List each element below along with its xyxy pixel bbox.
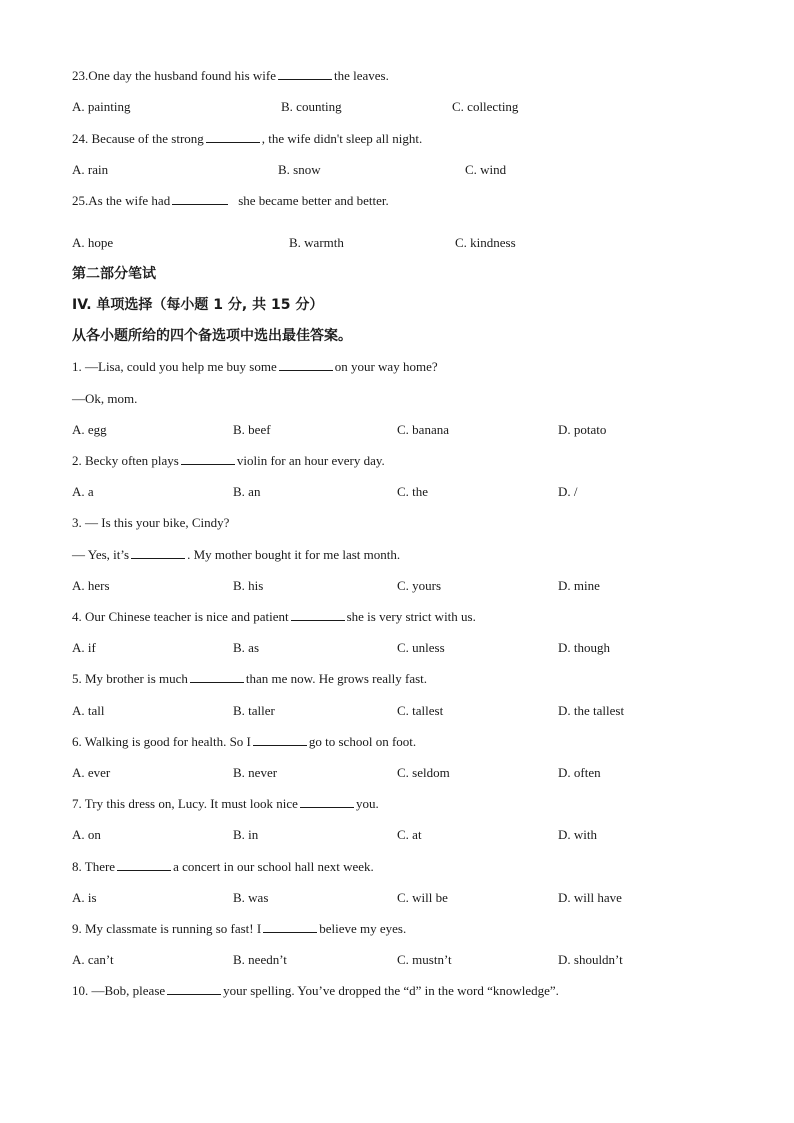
option-c: C. seldom xyxy=(397,765,450,780)
option-a: A. is xyxy=(72,890,97,905)
option-d: D. mine xyxy=(558,578,600,593)
option-b: B. snow xyxy=(278,162,321,177)
option-b: B. in xyxy=(233,827,259,842)
question-text: than me now. He grows really fast. xyxy=(245,671,428,686)
answer-blank xyxy=(263,921,317,933)
question-text: 24. Because of the strong xyxy=(72,131,204,146)
answer-blank xyxy=(300,796,354,808)
question-text: a concert in our school hall next week. xyxy=(173,859,374,874)
question-24-stem xyxy=(72,129,422,149)
option-d: D. shouldn’t xyxy=(558,952,623,967)
question-text: go to school on foot. xyxy=(308,734,417,749)
question-8-stem xyxy=(72,857,374,877)
option-c: C. tallest xyxy=(397,703,444,718)
question-text: 8. There xyxy=(72,859,116,874)
option-b: B. needn’t xyxy=(233,952,287,967)
question-text: 2. Becky often plays xyxy=(72,453,179,468)
answer-blank xyxy=(253,734,307,746)
option-b: B. was xyxy=(233,890,269,905)
question-text: 6. Walking is good for health. So I xyxy=(72,734,251,749)
option-a: A. hers xyxy=(72,578,110,593)
question-text: she is very strict with us. xyxy=(346,609,476,624)
section-instruction: 从各小题所给的四个备选项中选出最佳答案。 xyxy=(72,328,352,344)
question-1-response: —Ok, mom. xyxy=(72,391,138,406)
option-a: A. can’t xyxy=(72,952,114,967)
option-a: A. tall xyxy=(72,703,105,718)
answer-blank xyxy=(167,983,221,995)
question-text: — Yes, it’s xyxy=(72,547,130,562)
option-b: B. as xyxy=(233,640,259,655)
option-a: A. painting xyxy=(72,99,131,114)
answer-blank xyxy=(172,193,228,205)
option-c: C. yours xyxy=(397,578,442,593)
option-c: C. the xyxy=(397,484,429,499)
question-text: believe my eyes. xyxy=(319,921,407,936)
question-text: violin for an hour every day. xyxy=(236,453,385,468)
answer-blank xyxy=(279,359,333,371)
answer-blank xyxy=(131,547,185,559)
option-c: C. at xyxy=(397,827,422,842)
part-title: 第二部分笔试 xyxy=(72,266,156,282)
question-text: you. xyxy=(355,796,379,811)
option-b: B. his xyxy=(233,578,264,593)
question-text: 5. My brother is much xyxy=(72,671,188,686)
option-b: B. warmth xyxy=(289,235,344,250)
answer-blank xyxy=(278,68,332,80)
question-text: your spelling. You’ve dropped the “d” in the word “knowledge”. xyxy=(223,983,559,998)
option-d: D. though xyxy=(558,640,610,655)
option-d: D. will have xyxy=(558,890,622,905)
question-1-stem xyxy=(72,357,438,377)
question-text: 9. My classmate is running so fast! I xyxy=(72,921,262,936)
question-7-stem xyxy=(72,794,379,814)
question-text: on your way home? xyxy=(334,359,438,374)
answer-blank xyxy=(291,609,345,621)
option-a: A. on xyxy=(72,827,101,842)
option-a: A. a xyxy=(72,484,94,499)
option-b: B. never xyxy=(233,765,278,780)
option-d: D. often xyxy=(558,765,601,780)
answer-blank xyxy=(206,131,260,143)
answer-blank xyxy=(117,859,171,871)
option-d: D. with xyxy=(558,827,597,842)
option-c: C. banana xyxy=(397,422,449,437)
answer-blank xyxy=(190,671,244,683)
question-6-stem xyxy=(72,732,416,752)
option-a: A. hope xyxy=(72,235,114,250)
question-2-stem xyxy=(72,451,385,471)
question-text: 1. —Lisa, could you help me buy some xyxy=(72,359,277,374)
question-text: 7. Try this dress on, Lucy. It must look nice xyxy=(72,796,298,811)
option-a: A. if xyxy=(72,640,96,655)
question-text: , the wife didn't sleep all night. xyxy=(261,131,423,146)
option-c: C. wind xyxy=(465,162,507,177)
option-b: B. taller xyxy=(233,703,275,718)
option-a: A. egg xyxy=(72,422,107,437)
option-d: D. potato xyxy=(558,422,607,437)
question-23-stem xyxy=(72,66,389,86)
question-text: 4. Our Chinese teacher is nice and patient xyxy=(72,609,289,624)
question-10-stem xyxy=(72,981,559,1001)
option-d: D. the tallest xyxy=(558,703,625,718)
question-5-stem xyxy=(72,669,427,689)
question-text: 25.As the wife had xyxy=(72,193,171,208)
question-3-stem: 3. — Is this your bike, Cindy? xyxy=(72,515,230,530)
option-a: A. ever xyxy=(72,765,111,780)
question-3-response xyxy=(72,545,400,565)
question-25-stem xyxy=(72,191,389,211)
option-b: B. beef xyxy=(233,422,271,437)
option-c: C. will be xyxy=(397,890,448,905)
section-title: IV. 单项选择（每小题 1 分, 共 15 分） xyxy=(72,297,324,313)
option-c: C. kindness xyxy=(455,235,516,250)
question-4-stem xyxy=(72,607,476,627)
option-a: A. rain xyxy=(72,162,109,177)
question-text: 23.One day the husband found his wife xyxy=(72,68,276,83)
option-b: B. counting xyxy=(281,99,342,114)
question-text: she became better and better. xyxy=(238,193,389,208)
option-c: C. mustn’t xyxy=(397,952,452,967)
option-d: D. / xyxy=(558,484,578,499)
option-c: C. collecting xyxy=(452,99,519,114)
question-text: . My mother bought it for me last month. xyxy=(187,547,401,562)
question-9-stem xyxy=(72,919,406,939)
option-b: B. an xyxy=(233,484,261,499)
question-text: 10. —Bob, please xyxy=(72,983,166,998)
option-c: C. unless xyxy=(397,640,445,655)
answer-blank xyxy=(181,453,235,465)
question-text: the leaves. xyxy=(334,68,389,83)
